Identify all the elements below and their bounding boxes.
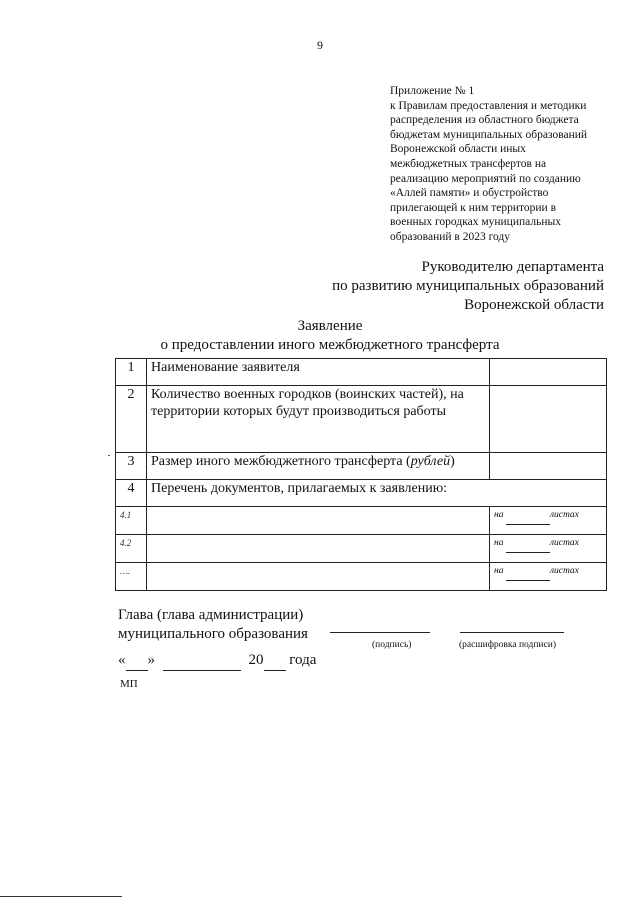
document-title: Заявление [297, 318, 363, 334]
row-label-italic: рублей [410, 454, 451, 469]
addressee-block [332, 258, 604, 315]
appendix-line: межбюджетных трансфертов на [390, 157, 547, 170]
row-label: Наименование заявителя [147, 359, 490, 386]
signature-decoding-field[interactable] [460, 632, 564, 633]
addressee-line: Руководителю департамента [421, 259, 604, 275]
sheet-suffix: листах [549, 510, 579, 520]
row-label [147, 453, 490, 480]
sheet-count-field[interactable] [506, 563, 550, 581]
appendix-line: «Аллей памяти» и обустройство [390, 187, 549, 200]
signer-line: муниципального образования [118, 626, 308, 642]
transfer-amount-field[interactable] [490, 453, 607, 480]
application-table [115, 358, 607, 591]
sheet-suffix: листах [549, 538, 579, 548]
sheet-count [490, 535, 607, 563]
page-number: 9 [317, 38, 323, 52]
row-label: Перечень документов, прилагаемых к заявлению: [147, 480, 607, 507]
table-row [116, 453, 607, 480]
row-label-end: ) [450, 454, 455, 469]
appendix-line: распределения из областного бюджета [390, 114, 579, 127]
sheet-count-field[interactable] [506, 535, 550, 553]
signature-decoding-caption: (расшифровка подписи) [459, 640, 556, 650]
row-number: 1 [116, 359, 147, 386]
sheet-prefix: на [494, 538, 504, 548]
sheet-count [490, 507, 607, 535]
appendix-line: к Правилам предоставления и методики [390, 99, 587, 112]
appendix-line: реализацию мероприятий по созданию [390, 172, 581, 185]
signature-field[interactable] [330, 632, 430, 633]
table-row [116, 507, 607, 535]
date-close-quote: » [147, 652, 155, 668]
scan-mark [108, 455, 110, 456]
date-day-field[interactable] [126, 651, 148, 671]
row-number: 4 [116, 480, 147, 507]
sheet-prefix: на [494, 510, 504, 520]
document-name-field[interactable] [147, 507, 490, 535]
sheet-count-field[interactable] [506, 507, 550, 525]
date-open-quote: « [118, 652, 126, 668]
row-label-main: Размер иного межбюджетного трансферта ( [151, 454, 411, 469]
appendix-line: прилегающей к ним территории в [390, 201, 556, 214]
military-towns-count-field[interactable] [490, 386, 607, 453]
signer-line: Глава (глава администрации) [118, 607, 304, 623]
document-name-field[interactable] [147, 563, 490, 591]
date-year-suffix: года [289, 652, 317, 668]
footer-divider [0, 896, 122, 897]
table-row [116, 359, 607, 386]
applicant-name-field[interactable] [490, 359, 607, 386]
signer-block [118, 606, 308, 644]
appendix-line: Воронежской области иных [390, 143, 526, 156]
sub-row-number: …. [116, 563, 147, 591]
date-year-prefix: 20 [248, 652, 264, 668]
table-row [116, 535, 607, 563]
sheet-suffix: листах [549, 566, 579, 576]
appendix-line: образований в 2023 году [390, 230, 511, 243]
sheet-prefix: на [494, 566, 504, 576]
addressee-line: по развитию муниципальных образований [332, 278, 604, 294]
stamp-placeholder: МП [120, 678, 138, 690]
row-label: Количество военных городков (воинских частей), на территории которых будут производиться работы [147, 386, 490, 453]
sheet-count [490, 563, 607, 591]
document-subtitle: о предоставлении иного межбюджетного трансферта [160, 337, 500, 353]
date-line [118, 651, 316, 671]
table-row [116, 480, 607, 507]
appendix-line: Приложение № 1 [390, 85, 475, 97]
table-row [116, 386, 607, 453]
row-number: 3 [116, 453, 147, 480]
document-heading [90, 317, 570, 355]
table-row [116, 563, 607, 591]
sub-row-number: 4.2 [116, 535, 147, 563]
document-name-field[interactable] [147, 535, 490, 563]
date-year-field[interactable] [264, 651, 286, 671]
date-month-field[interactable] [163, 651, 241, 671]
row-number: 2 [116, 386, 147, 453]
addressee-line: Воронежской области [464, 297, 604, 313]
appendix-block [390, 84, 626, 245]
signature-caption: (подпись) [372, 640, 412, 650]
appendix-line: военных городках муниципальных [390, 216, 561, 229]
sub-row-number: 4.1 [116, 507, 147, 535]
appendix-line: бюджетам муниципальных образований [390, 128, 588, 141]
